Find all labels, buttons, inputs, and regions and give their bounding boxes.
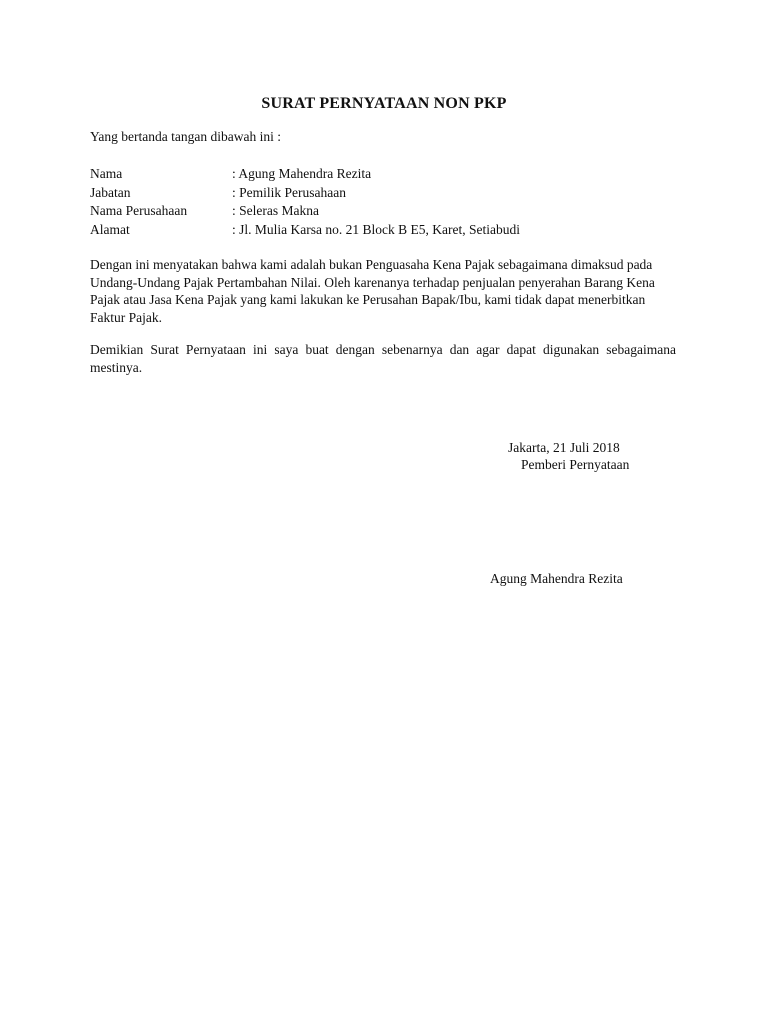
statement-paragraph: Dengan ini menyatakan bahwa kami adalah bukan Penguasaha Kena Pajak sebagaimana dimaksud pada Undang-Undang Pajak Pertambahan Nilai. Oleh karenanya terhadap penjualan penyerahan Barang Kena Pajak atau Jasa Kena Pajak yang kami lakukan ke Perusahan Bapak/Ibu, kami tidak dapat menerbitkan Faktur Pajak. xyxy=(90,257,655,325)
field-row-nama-perusahaan xyxy=(90,202,520,221)
field-row-nama xyxy=(90,165,520,184)
field-value: : Seleras Makna xyxy=(232,203,319,218)
field-row-alamat xyxy=(90,221,520,240)
field-label: Alamat xyxy=(90,221,130,237)
field-value: : Agung Mahendra Rezita xyxy=(232,166,372,181)
identity-fields xyxy=(90,165,520,239)
letter-title: SURAT PERNYATAAN NON PKP xyxy=(261,95,507,112)
field-label: Nama xyxy=(90,166,123,181)
field-label: Nama Perusahaan xyxy=(90,203,188,218)
field-label: Jabatan xyxy=(90,184,131,200)
closing-paragraph: Demikian Surat Pernyataan ini saya buat dengan sebenarnya dan agar dapat digunakan sebagaimana mestinya. xyxy=(90,342,676,375)
field-value: : Pemilik Perusahaan xyxy=(232,184,346,200)
place-date: Jakarta, 21 Juli 2018 xyxy=(508,440,620,455)
signer-name: Agung Mahendra Rezita xyxy=(490,571,623,586)
intro-text: Yang bertanda tangan dibawah ini : xyxy=(90,129,281,144)
giver-label: Pemberi Pernyataan xyxy=(521,457,630,472)
field-value: : Jl. Mulia Karsa no. 21 Block B E5, Karet, Setiabudi xyxy=(232,221,520,237)
field-row-jabatan xyxy=(90,184,520,203)
